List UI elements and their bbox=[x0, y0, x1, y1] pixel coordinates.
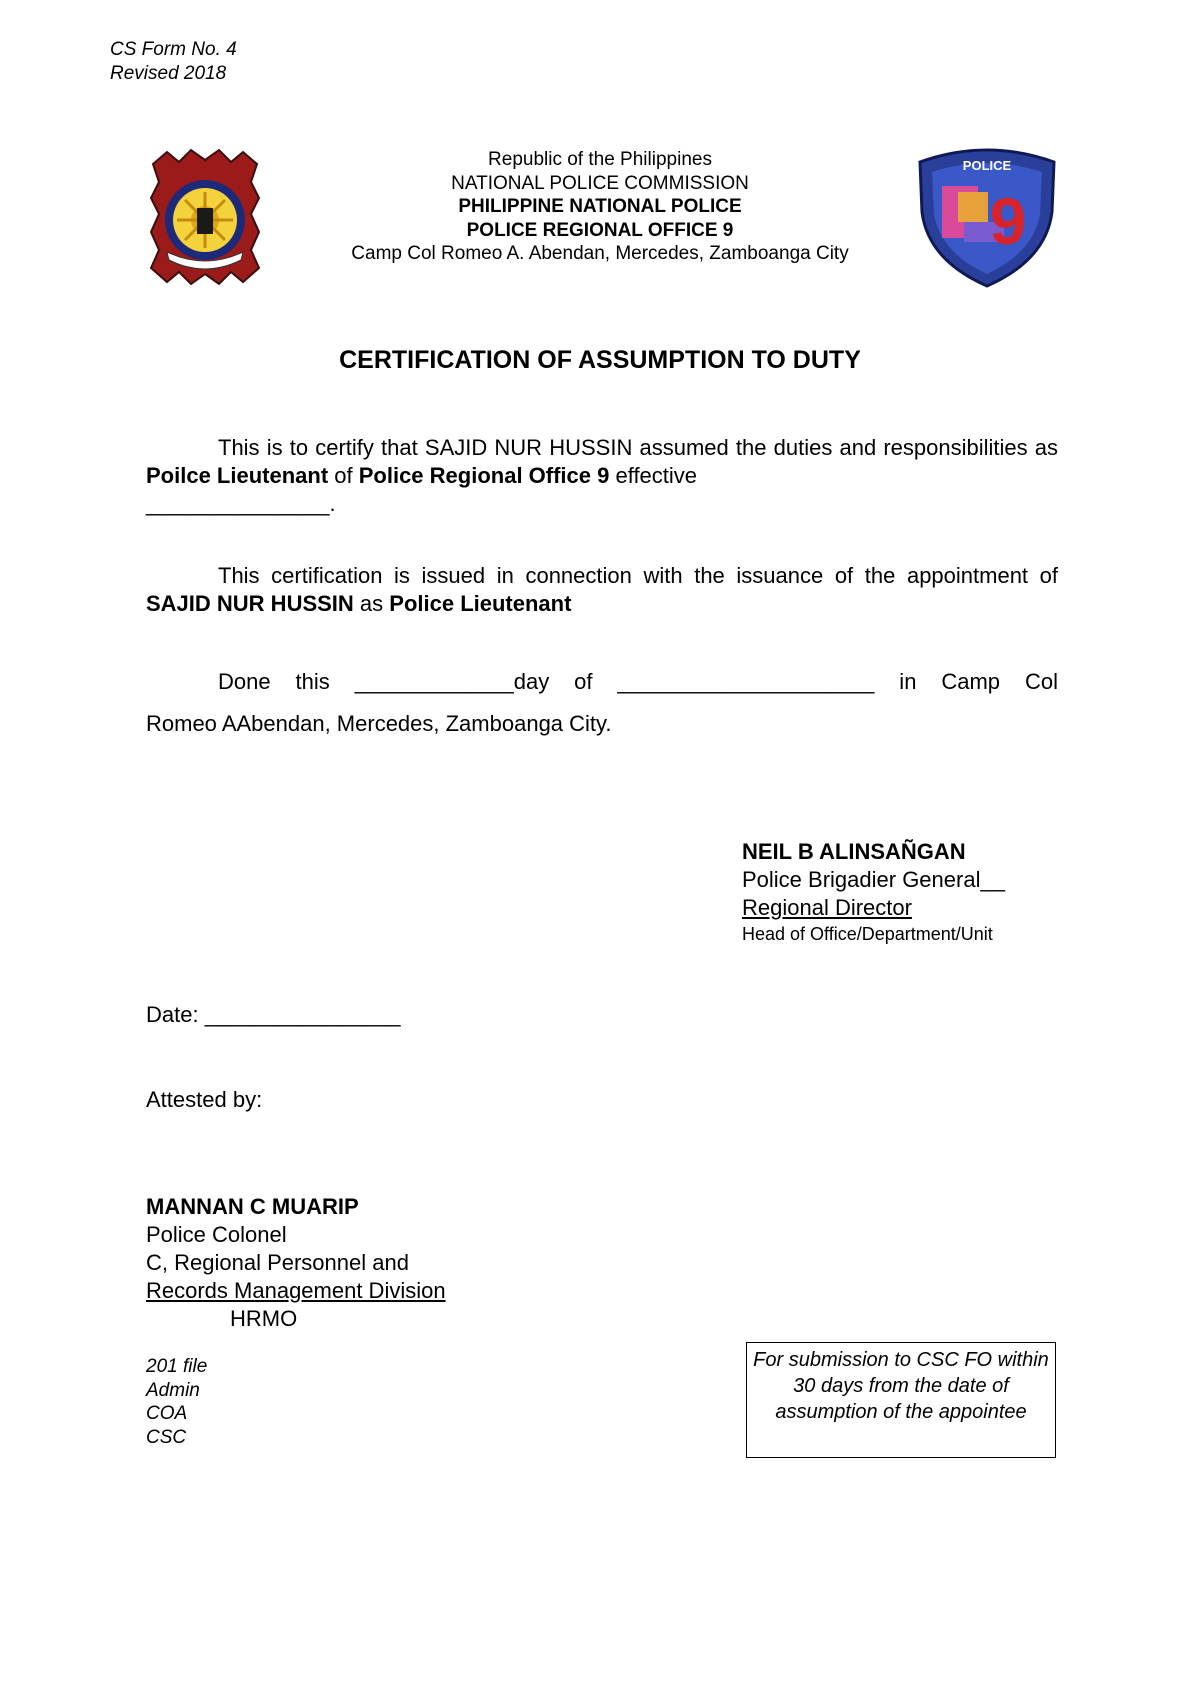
list-item: CSC bbox=[146, 1426, 187, 1448]
attested-by-label: Attested by: bbox=[146, 1087, 263, 1112]
para1-text-b: of bbox=[328, 463, 359, 488]
letterhead bbox=[300, 148, 900, 266]
para1-text-a: This is to certify that SAJID NUR HUSSIN assumed the duties and responsibilities as bbox=[218, 435, 1058, 460]
hrmo-position-2: Records Management Division bbox=[146, 1278, 446, 1303]
done-paragraph bbox=[146, 661, 1058, 745]
para1-rank: Poilce Lieutenant bbox=[146, 463, 329, 488]
hrmo-rank: Police Colonel bbox=[146, 1222, 287, 1247]
pnp-seal-logo bbox=[145, 142, 265, 292]
letterhead-regional-office: POLICE REGIONAL OFFICE 9 bbox=[466, 219, 734, 241]
signatory-caption: Head of Office/Department/Unit bbox=[742, 924, 993, 944]
para1-effective-blank: _______________. bbox=[146, 491, 336, 516]
letterhead-republic: Republic of the Philippines bbox=[488, 149, 712, 170]
para2-name: SAJID NUR HUSSIN bbox=[146, 591, 354, 616]
list-item: Admin bbox=[146, 1379, 200, 1401]
hrmo-position-1: C, Regional Personnel and bbox=[146, 1250, 409, 1275]
signatory-name: NEIL B ALINSAÑGAN bbox=[742, 839, 966, 864]
form-number: CS Form No. 4 bbox=[110, 39, 237, 60]
certification-paragraph bbox=[146, 434, 1058, 518]
letterhead-pnp: PHILIPPINE NATIONAL POLICE bbox=[458, 196, 742, 217]
svg-text:9: 9 bbox=[989, 184, 1027, 258]
letterhead-napolcom: NATIONAL POLICE COMMISSION bbox=[451, 172, 749, 194]
svg-text:POLICE: POLICE bbox=[962, 158, 1012, 173]
form-code bbox=[110, 38, 237, 86]
signatory-block bbox=[742, 838, 1005, 946]
hrmo-role: HRMO bbox=[230, 1306, 298, 1331]
form-revision: Revised 2018 bbox=[110, 63, 227, 84]
date-line: Date: ________________ bbox=[146, 1002, 401, 1027]
hrmo-name: MANNAN C MUARIP bbox=[146, 1194, 359, 1219]
para2-text-b: as bbox=[353, 591, 390, 616]
document-title: CERTIFICATION OF ASSUMPTION TO DUTY bbox=[339, 346, 861, 374]
signatory-rank: Police Brigadier General__ bbox=[742, 867, 1005, 892]
para1-text-c: effective bbox=[609, 463, 698, 488]
para3-line1: Done this _____________day of _____________________ in Camp Col bbox=[218, 669, 1058, 694]
list-item: 201 file bbox=[146, 1356, 208, 1377]
letterhead-address: Camp Col Romeo A. Abendan, Mercedes, Zamboanga City bbox=[351, 243, 849, 264]
para3-line2: Romeo AAbendan, Mercedes, Zamboanga City. bbox=[146, 711, 612, 736]
pro9-badge-logo bbox=[912, 142, 1062, 290]
signatory-position: Regional Director bbox=[742, 895, 912, 920]
list-item: COA bbox=[146, 1403, 188, 1424]
hrmo-block bbox=[146, 1193, 446, 1333]
para1-office: Police Regional Office 9 bbox=[358, 463, 610, 488]
copy-furnished-list bbox=[146, 1355, 207, 1449]
para2-rank: Police Lieutenant bbox=[389, 591, 572, 616]
submission-note-box: For submission to CSC FO within 30 days from the date of assumption of the appointee bbox=[746, 1342, 1056, 1458]
issuance-paragraph bbox=[146, 562, 1058, 618]
para2-text-a: This certification is issued in connection with the issuance of the appointment of bbox=[218, 563, 1058, 588]
